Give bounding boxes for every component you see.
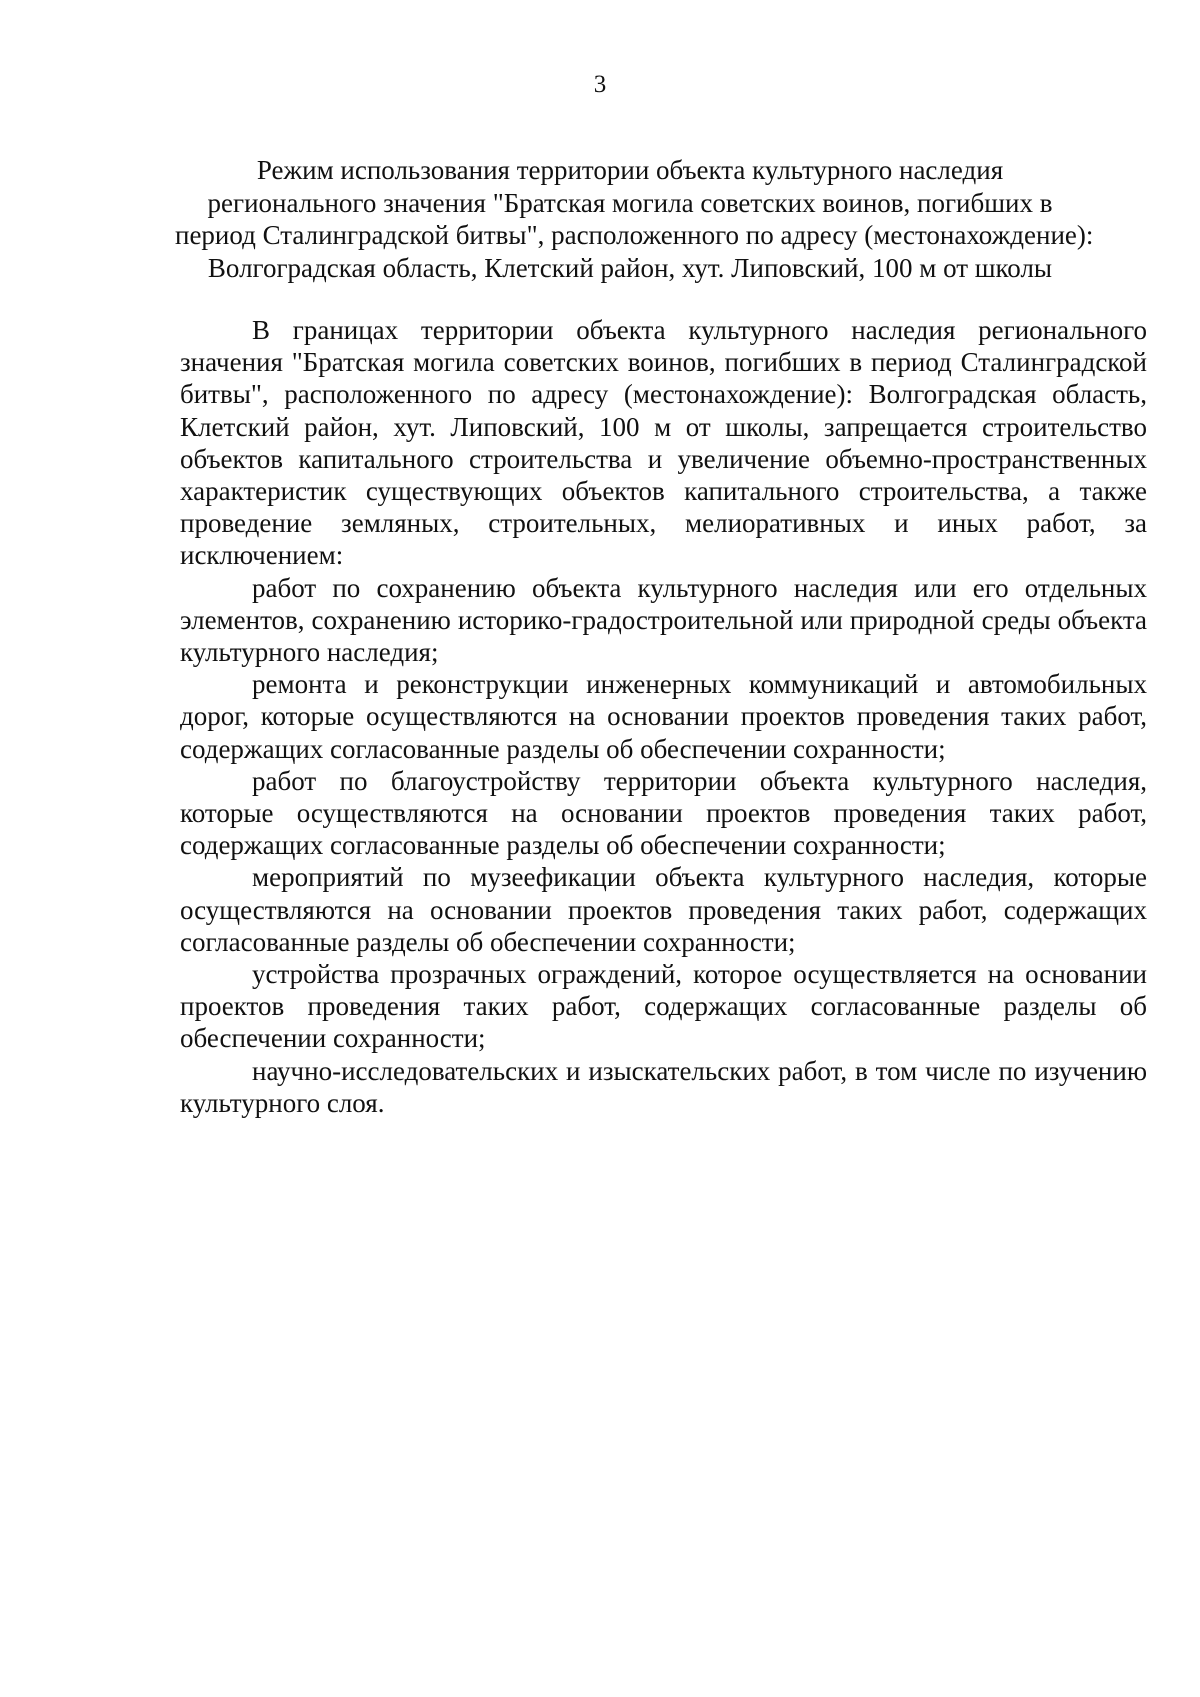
exception-paragraph: работ по сохранению объекта культурного наследия или его отдельных элементов, сохранению историко-градостроительной или природной среды объекта культурного наследия;: [180, 572, 1147, 668]
document-title: [175, 154, 1094, 284]
title-line: Волгоградская область, Клетский район, хут. Липовский, 100 м от школы: [207, 252, 1053, 283]
exception-paragraph: мероприятий по музеефикации объекта культурного наследия, которые осуществляются на основании проектов проведения таких работ, содержащих согласованные разделы об обеспечении сохранности;: [180, 862, 1147, 957]
title-line: период Сталинградской битвы", расположенного по адресу (местонахождение):: [175, 220, 1094, 250]
intro-paragraph: В границах территории объекта культурного наследия регионального значения "Братская могила советских воинов, погибших в период Сталинградской битвы", расположенного по адресу (местонахождение): Волгоградская область, Клетский район, хут. Липовский, 100 м от школы, запрещается строительство объектов капитального строительства и увеличение объемно-пространственных характеристик существующих объектов капитального строительства, а также проведение земляных, строительных, мелиоративных и иных работ, за исключением:: [180, 315, 1147, 571]
document-body: [180, 314, 1147, 1119]
exception-paragraph: работ по благоустройству территории объекта культурного наследия, которые осуществляются на основании проектов проведения таких работ, содержащих согласованные разделы об обеспечении сохранности;: [180, 765, 1147, 861]
title-line: Режим использования территории объекта культурного наследия: [256, 155, 1004, 185]
title-line: регионального значения "Братская могила советских воинов, погибших в: [207, 187, 1053, 218]
exception-paragraph: научно-исследовательских и изыскательских работ, в том числе по изучению культурного слоя.: [180, 1055, 1147, 1118]
exception-paragraph: ремонта и реконструкции инженерных коммуникаций и автомобильных дорог, которые осуществляются на основании проектов проведения таких работ, содержащих согласованные разделы об обеспечении сохранности;: [180, 669, 1147, 764]
exception-paragraph: устройства прозрачных ограждений, которое осуществляется на основании проектов проведения таких работ, содержащих согласованные разделы об обеспечении сохранности;: [180, 959, 1147, 1054]
page-number: 3: [593, 71, 607, 98]
